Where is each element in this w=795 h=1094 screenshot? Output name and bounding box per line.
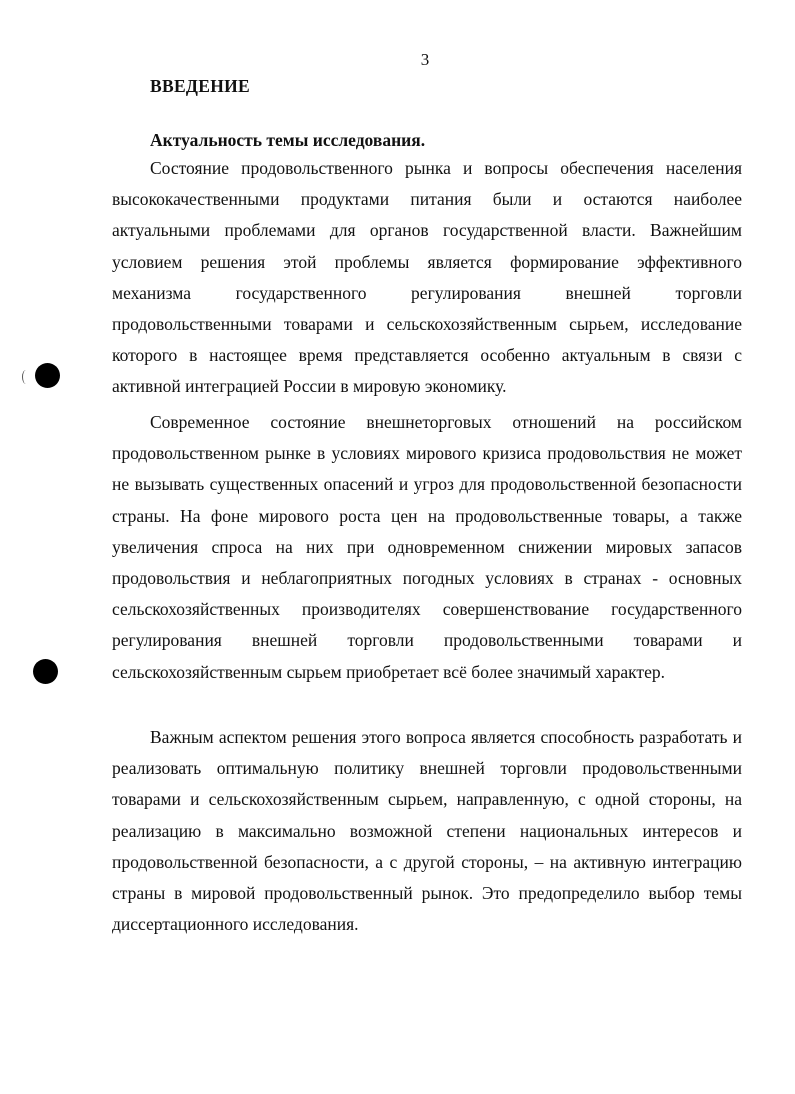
margin-tick-mark [22, 370, 30, 384]
paragraph-1: Состояние продовольственного рынка и вопросы обеспечения населения высококачественными продуктами питания были и остаются наиболее актуальными проблемами для органов государственной власти. Важнейшим условием решения этой проблемы является формирование эффективного механизма государственного регулирования внешней торговли продовольственными товарами и сельскохозяйственным сырьем, исследование которого в настоящее время представляется особенно актуальным в связи с активной интеграцией России в мировую экономику. [112, 158, 742, 397]
paragraph-2: Современное состояние внешнеторговых отношений на российском продовольственном рынке в условиях мирового кризиса продовольствия не может не вызывать существенных опасений и угроз для продовольственной безопасности страны. На фоне мирового роста цен на продовольственные товары, а также увеличения спроса на них при одновременном снижении мировых запасов продовольствия и неблагоприятных погодных условиях в странах - основных сельскохозяйственных производителях совершенствование государственного регулирования внешней торговли продовольственными товарами и сельскохозяйственным сырьем приобретает всё более значимый характер. [112, 412, 742, 682]
page-number: 3 [420, 50, 430, 69]
subsection-heading: Актуальность темы исследования. [150, 130, 426, 150]
paragraph-3: Важным аспектом решения этого вопроса является способность разработать и реализовать оптимальную политику внешней торговли продовольственными товарами и сельскохозяйственным сырьем, направленную, с одной стороны, на реализацию в максимально возможной степени национальных интересов и продовольственной безопасности, а с другой стороны, – на активную интеграцию страны в мировой продовольственный рынок. Это предопределило выбор темы диссертационного исследования. [112, 727, 742, 935]
margin-punch-hole-dot [35, 363, 60, 388]
section-heading: ВВЕДЕНИЕ [150, 76, 251, 96]
margin-punch-hole-dot [33, 659, 58, 684]
